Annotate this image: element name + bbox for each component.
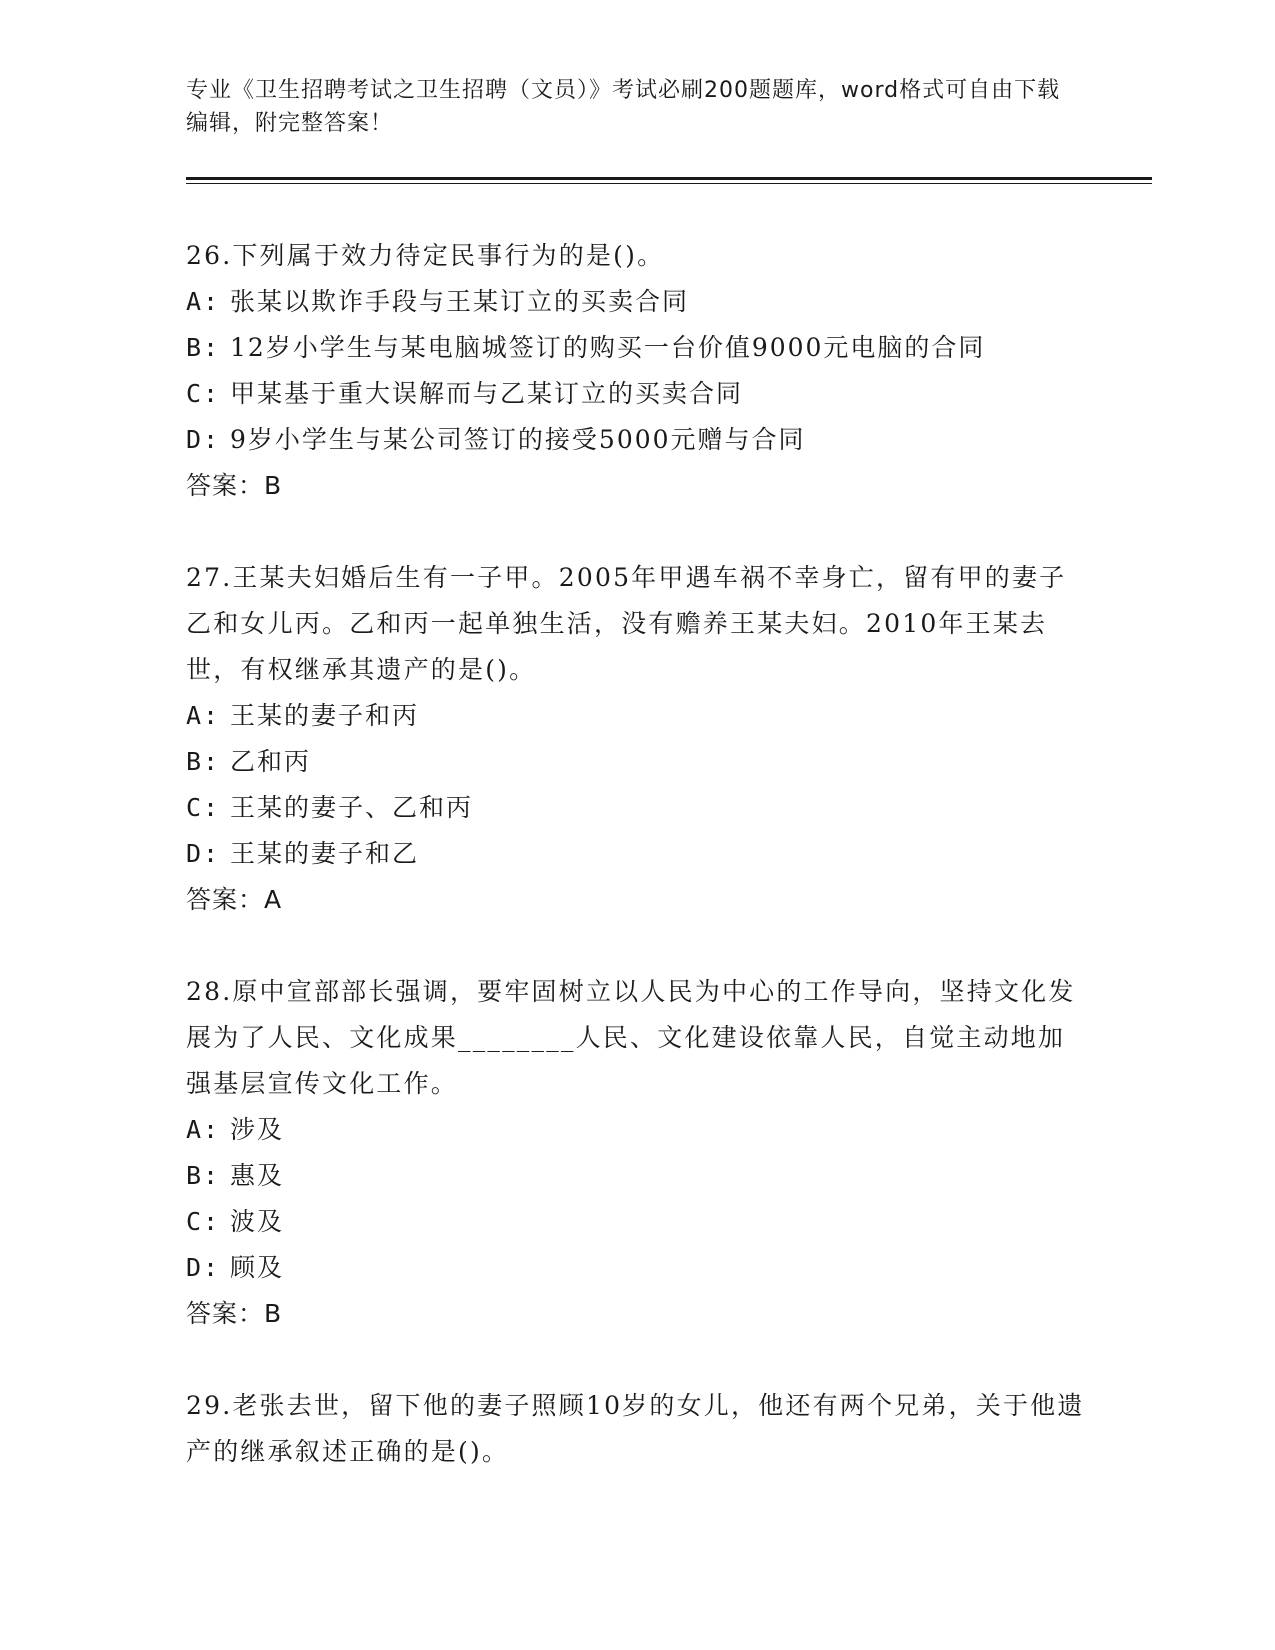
option-d — [186, 1245, 1086, 1291]
option-text: 张某以欺诈手段与王某订立的买卖合同 — [230, 287, 690, 316]
option-c — [186, 1199, 1086, 1245]
question-stem: 27.王某夫妇婚后生有一子甲。2005年甲遇车祸不幸身亡，留有甲的妻子乙和女儿丙。乙和丙一起单独生活，没有赡养王某夫妇。2010年王某去世，有权继承其遗产的是()。 — [186, 563, 1067, 684]
option-c — [186, 371, 1086, 417]
option-text: 王某的妻子和丙 — [230, 701, 420, 730]
option-key: B: — [186, 747, 221, 776]
option-text: 王某的妻子、乙和丙 — [230, 793, 474, 822]
question-27 — [186, 555, 1086, 923]
header-divider-thin — [186, 183, 1152, 184]
option-text: 涉及 — [230, 1115, 285, 1144]
option-text: 乙和丙 — [230, 747, 312, 776]
question-stem: 26.下列属于效力待定民事行为的是()。 — [186, 241, 665, 270]
option-key: A: — [186, 1115, 221, 1144]
option-text: 波及 — [230, 1207, 285, 1236]
option-a — [186, 1107, 1086, 1153]
option-d — [186, 417, 1086, 463]
question-stem: 29.老张去世，留下他的妻子照顾10岁的女儿，他还有两个兄弟，关于他遗产的继承叙述正确的是()。 — [186, 1391, 1085, 1466]
option-key: D: — [186, 839, 221, 868]
option-key: D: — [186, 425, 221, 454]
option-text: 惠及 — [230, 1161, 285, 1190]
option-b — [186, 325, 1086, 371]
question-stem: 28.原中宣部部长强调，要牢固树立以人民为中心的工作导向，坚持文化发展为了人民、文化成果________人民、文化建设依靠人民，自觉主动地加强基层宣传文化工作。 — [186, 977, 1076, 1098]
option-key: A: — [186, 701, 221, 730]
option-key: C: — [186, 379, 221, 408]
answer-line: 答案：B — [186, 1299, 283, 1328]
option-key: D: — [186, 1253, 221, 1282]
question-29 — [186, 1383, 1086, 1475]
question-26 — [186, 233, 1086, 509]
question-28 — [186, 969, 1086, 1337]
answer-line: 答案：A — [186, 885, 283, 914]
option-a — [186, 279, 1086, 325]
option-key: C: — [186, 793, 221, 822]
option-c — [186, 785, 1086, 831]
option-key: C: — [186, 1207, 221, 1236]
option-a — [186, 693, 1086, 739]
header-divider-thick — [186, 177, 1152, 180]
document-header: 专业《卫生招聘考试之卫生招聘（文员）》考试必刷200题题库，word格式可自由下载编辑，附完整答案！ — [186, 78, 1061, 136]
option-key: A: — [186, 287, 221, 316]
option-text: 王某的妻子和乙 — [230, 839, 420, 868]
question-list — [186, 233, 1086, 1521]
answer-line: 答案：B — [186, 471, 283, 500]
option-key: B: — [186, 333, 221, 362]
option-text: 12岁小学生与某电脑城签订的购买一台价值9000元电脑的合同 — [230, 333, 986, 362]
option-d — [186, 831, 1086, 877]
option-text: 甲某基于重大误解而与乙某订立的买卖合同 — [230, 379, 744, 408]
option-b — [186, 739, 1086, 785]
option-b — [186, 1153, 1086, 1199]
option-text: 9岁小学生与某公司签订的接受5000元赠与合同 — [230, 425, 806, 454]
option-text: 顾及 — [230, 1253, 285, 1282]
option-key: B: — [186, 1161, 221, 1190]
